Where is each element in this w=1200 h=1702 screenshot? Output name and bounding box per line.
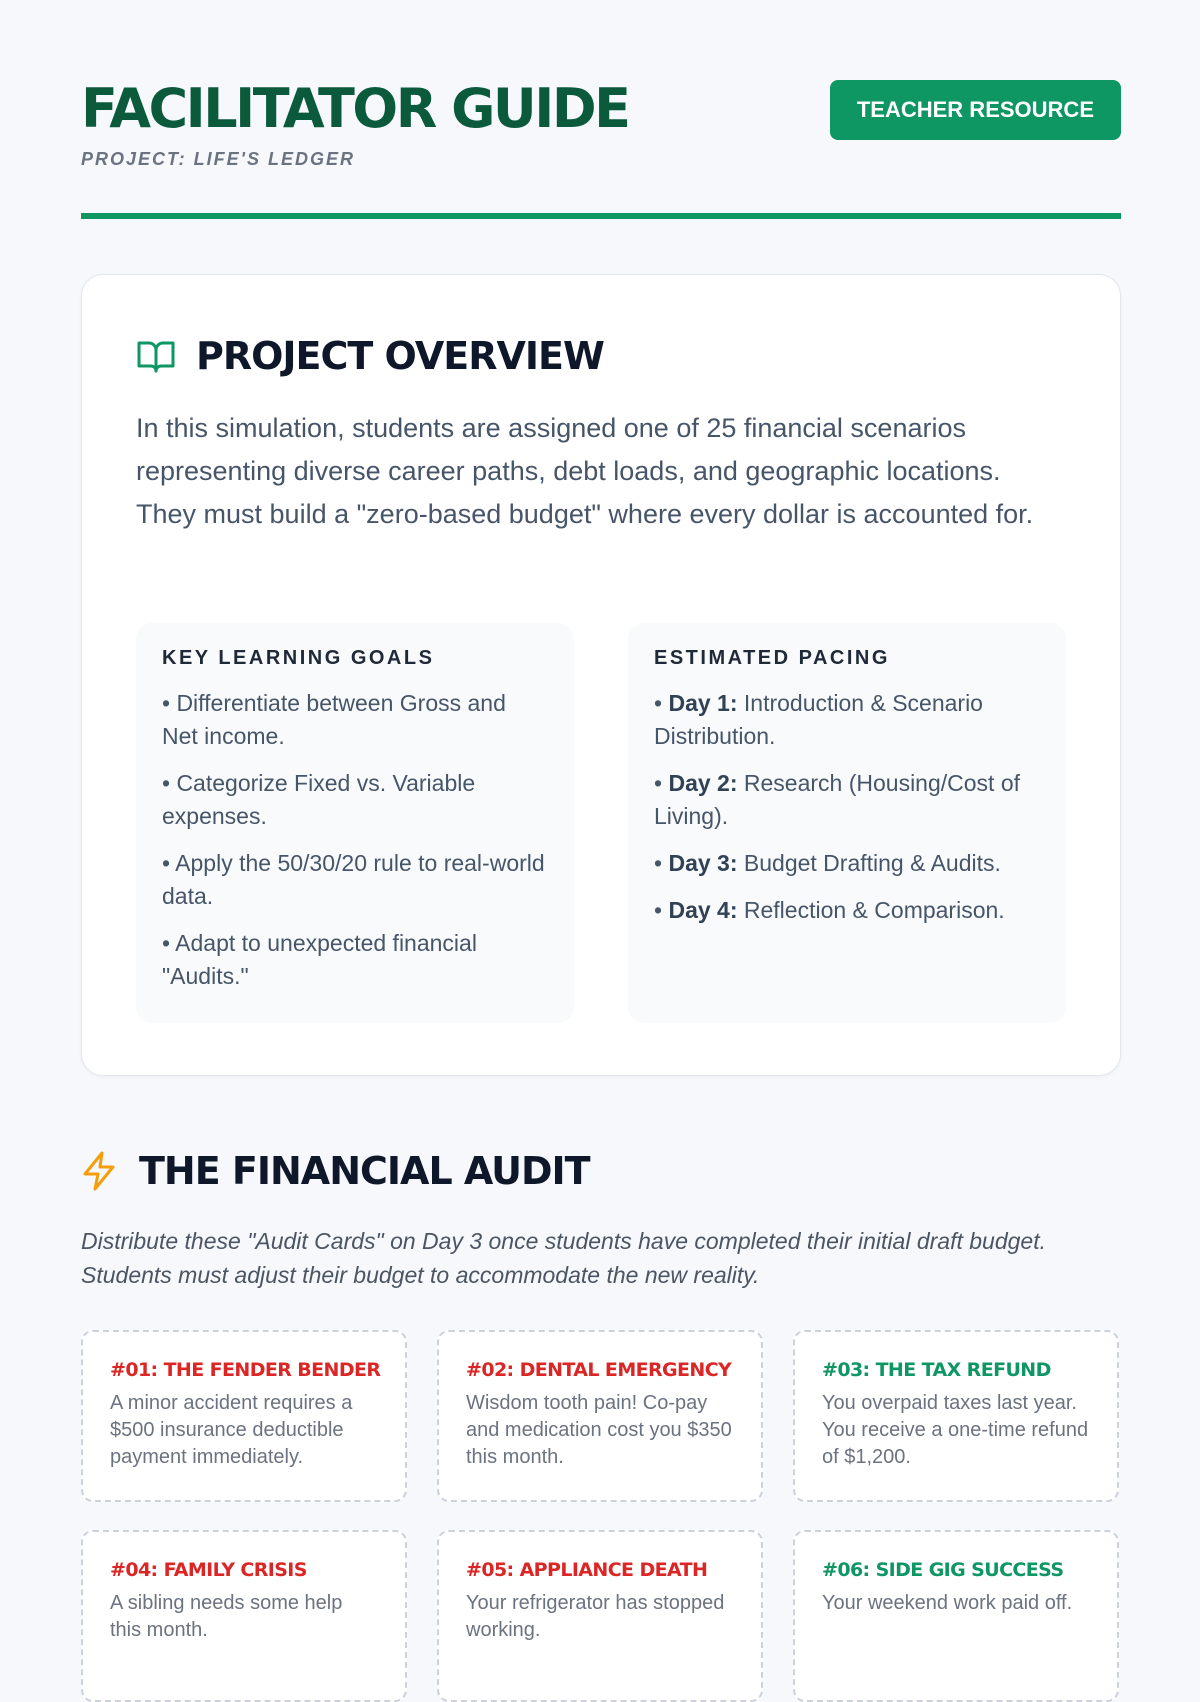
estimated-pacing-box [628, 623, 1066, 1023]
audit-card-title: #06: SIDE GIG SUCCESS [822, 1559, 1064, 1581]
audit-card-05 [437, 1530, 763, 1702]
bullet: • [654, 850, 669, 876]
learning-goals-list [162, 687, 548, 993]
bullet: • [654, 690, 669, 716]
open-book-icon [136, 337, 176, 375]
audit-card-title: #03: THE TAX REFUND [822, 1359, 1051, 1381]
list-item: • Apply the 50/30/20 rule to real-world data. [162, 850, 545, 909]
project-overview-card [81, 274, 1121, 1076]
bullet: • [654, 897, 669, 923]
financial-audit-title: THE FINANCIAL AUDIT [139, 1149, 590, 1193]
audit-card-02 [437, 1330, 763, 1502]
audit-card-04 [81, 1530, 407, 1702]
list-item: • Categorize Fixed vs. Variable expenses. [162, 770, 476, 829]
day-description: Budget Drafting & Audits. [737, 850, 1001, 876]
day-label: Day 4: [668, 897, 738, 923]
project-subtitle: PROJECT: LIFE'S LEDGER [81, 149, 355, 169]
learning-goals-title: KEY LEARNING GOALS [162, 647, 435, 669]
list-item [654, 687, 1040, 753]
overview-heading [136, 333, 604, 379]
audit-card-description: Your weekend work paid off. [822, 1592, 1073, 1614]
overview-title: PROJECT OVERVIEW [196, 334, 604, 378]
financial-audit-heading [81, 1148, 590, 1194]
learning-goals-box [136, 623, 574, 1023]
day-label: Day 2: [668, 770, 738, 796]
pacing-list [654, 687, 1040, 927]
list-item: • Differentiate between Gross and Net income. [162, 690, 506, 749]
list-item [654, 767, 1040, 833]
audit-card-description: You overpaid taxes last year. You receive a one-time refund of $1,200. [822, 1392, 1089, 1468]
header-divider [81, 213, 1121, 219]
overview-paragraph: In this simulation, students are assigned one of 25 financial scenarios representing diverse career paths, debt loads, and geographic locations. They must build a "zero-based budget" where every dollar is accounted for. [136, 413, 1034, 529]
audit-card-description: Wisdom tooth pain! Co-pay and medication cost you $350 this month. [466, 1392, 732, 1468]
audit-card-01 [81, 1330, 407, 1502]
day-description: Reflection & Comparison. [737, 897, 1005, 923]
audit-instructions: Distribute these "Audit Cards" on Day 3 once students have completed their initial draft budget. Students must adjust their budget to accommodate the new reality. [81, 1228, 1046, 1288]
teacher-resource-badge: TEACHER RESOURCE [830, 80, 1121, 140]
audit-card-title: #01: THE FENDER BENDER [110, 1359, 381, 1381]
audit-card-title: #02: DENTAL EMERGENCY [466, 1359, 732, 1381]
audit-card-title: #04: FAMILY CRISIS [110, 1559, 307, 1581]
audit-card-description: A sibling needs some help this month. [110, 1592, 343, 1641]
estimated-pacing-title: ESTIMATED PACING [654, 647, 890, 669]
audit-card-03 [793, 1330, 1119, 1502]
page-title: FACILITATOR GUIDE [81, 77, 629, 140]
lightning-icon [81, 1151, 117, 1191]
list-item [654, 894, 1040, 927]
list-item: • Adapt to unexpected financial "Audits." [162, 930, 477, 989]
audit-card-description: A minor accident requires a $500 insurance deductible payment immediately. [110, 1392, 353, 1468]
day-label: Day 1: [668, 690, 738, 716]
audit-card-title: #05: APPLIANCE DEATH [466, 1559, 708, 1581]
list-item [654, 847, 1040, 880]
day-description: Research (Housing/Cost of Living). [654, 770, 1021, 829]
bullet: • [654, 770, 669, 796]
audit-card-06 [793, 1530, 1119, 1702]
audit-card-description: Your refrigerator has stopped working. [466, 1592, 725, 1641]
day-label: Day 3: [668, 850, 738, 876]
day-description: Introduction & Scenario Distribution. [654, 690, 983, 749]
page-header [81, 0, 1121, 220]
facilitator-guide-page [81, 0, 1121, 1641]
